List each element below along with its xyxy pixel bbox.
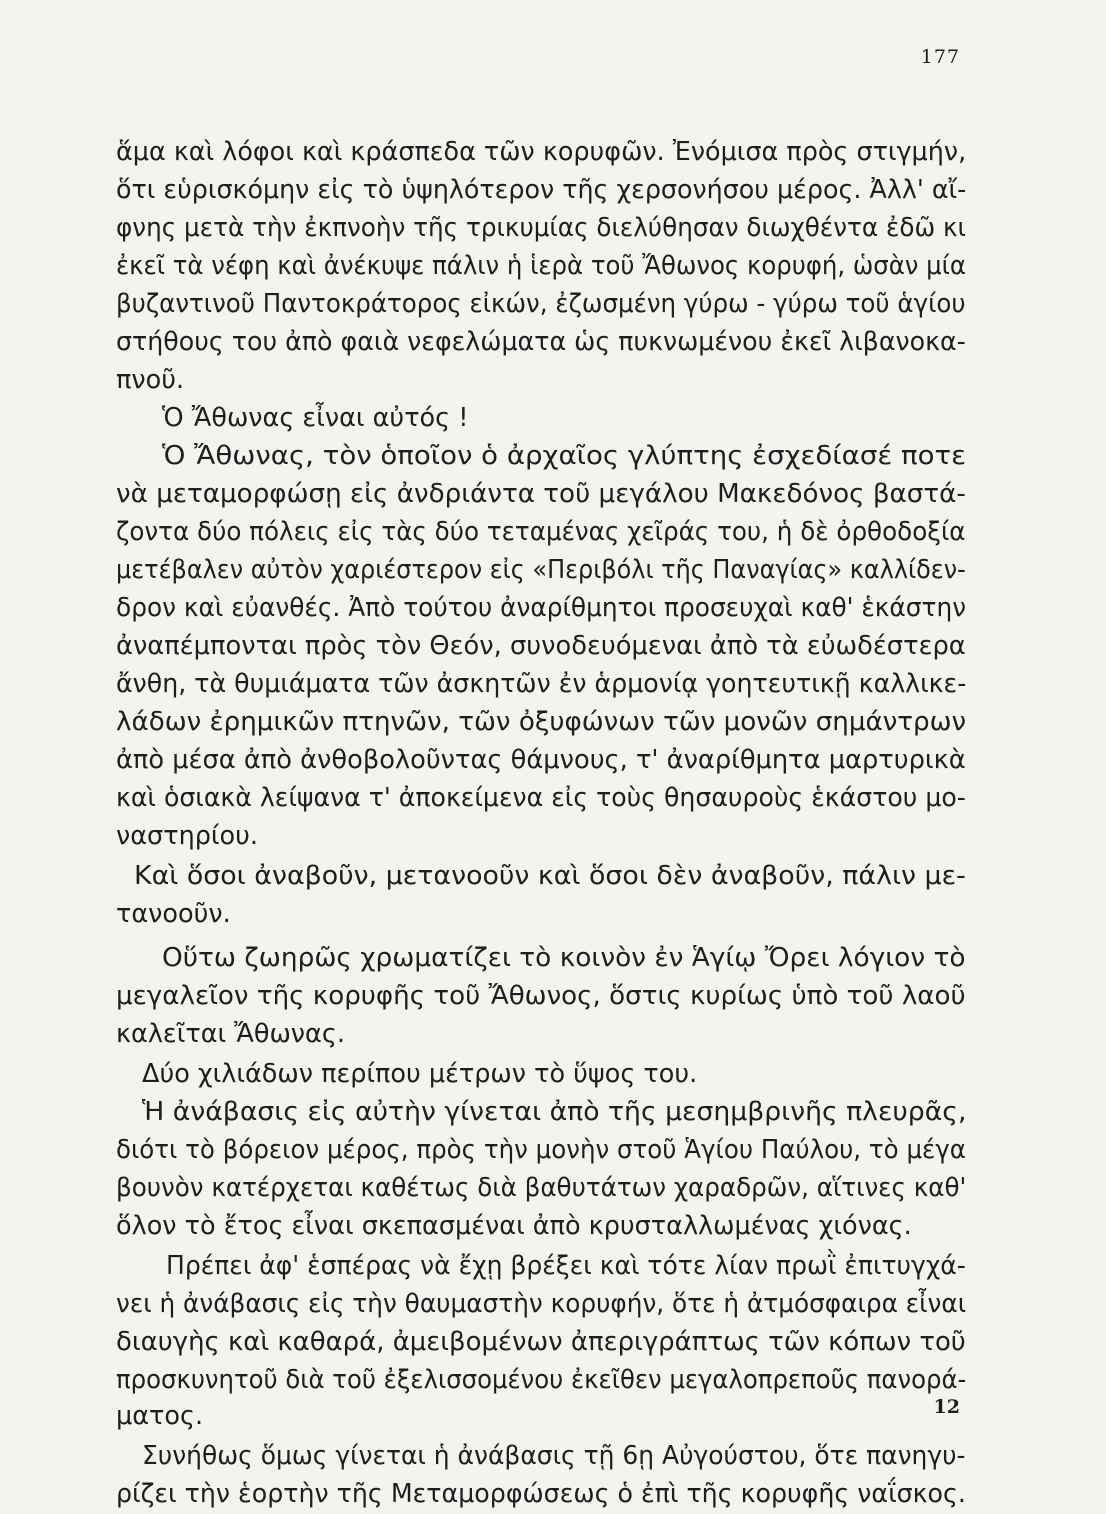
text-line: ἀπὸ μέσα ἀπὸ ἀνθοβολοῦντας θάμνους, τ' ἀναρίθμητα μαρτυρικὰ	[116, 745, 966, 775]
text-line: τανοοῦν.	[116, 899, 231, 929]
text-line: Δύο χιλιάδων περίπου μέτρων τὸ ὕψος του.	[142, 1059, 698, 1089]
text-line: στήθους του ἀπὸ φαιὰ νεφελώματα ὡς πυκνωμένου ἐκεῖ λιβανοκα-	[116, 327, 966, 357]
text-line: βουνὸν κατέρχεται καθέτως διὰ βαθυτάτων χαραδρῶν, αἵτινες καθ'	[116, 1173, 967, 1203]
text-line: νὰ μεταμορφώσῃ εἰς ἀνδριάντα τοῦ μεγάλου Μακεδόνος βαστά-	[116, 479, 966, 509]
text-line: ἄνθη, τὰ θυμιάματα τῶν ἀσκητῶν ἐν ἁρμονίᾳ γοητευτικῇ καλλικε-	[116, 669, 967, 699]
text-line: ρίζει τὴν ἑορτὴν τῆς Μεταμορφώσεως ὁ ἐπὶ τῆς κορυφῆς ναΐσκος.	[116, 1479, 966, 1509]
text-line: λάδων ἐρημικῶν πτηνῶν, τῶν ὀξυφώνων τῶν μονῶν σημάντρων	[116, 707, 967, 737]
text-line: νει ἡ ἀνάβασις εἰς τὴν θαυμαστὴν κορυφήν, ὅτε ἡ ἀτμόσφαιρα εἶναι	[116, 1289, 967, 1319]
page-number: 177	[920, 46, 960, 68]
text-line: Ὁ Ἄθωνας, τὸν ὁποῖον ὁ ἀρχαῖος γλύπτης ἐσχεδίασέ ποτε	[162, 441, 967, 471]
text-line: διαυγὴς καὶ καθαρά, ἀμειβομένων ἀπεριγράπτως τῶν κόπων τοῦ	[116, 1327, 966, 1357]
text-line: πνοῦ.	[116, 365, 185, 395]
text-line: ἐκεῖ τὰ νέφη καὶ ἀνέκυψε πάλιν ἡ ἱερὰ τοῦ Ἄθωνος κορυφή, ὡσὰν μία	[116, 251, 967, 281]
text-line: ἅμα καὶ λόφοι καὶ κράσπεδα τῶν κορυφῶν. Ἐνόμισα πρὸς στιγμήν,	[116, 137, 967, 167]
text-line: ἀναπέμπονται πρὸς τὸν Θεόν, συνοδευόμεναι ἀπὸ τὰ εὐωδέστερα	[116, 631, 966, 661]
text-line: ματος.	[116, 1401, 204, 1431]
text-line: ζοντα δύο πόλεις εἰς τὰς δύο τεταμένας χεῖράς του, ἡ δὲ ὀρθοδοξία	[116, 517, 966, 547]
text-line: Ἡ ἀνάβασις εἰς αὐτὴν γίνεται ἀπὸ τῆς μεσημβρινῆς πλευρᾶς,	[142, 1097, 967, 1127]
text-line: Πρέπει ἀφ' ἑσπέρας νὰ ἔχῃ βρέξει καὶ τότε λίαν πρωῒ ἐπιτυγχά-	[166, 1251, 966, 1281]
text-line: Συνήθως ὅμως γίνεται ἡ ἀνάβασις τῇ 6ῃ Αὐγούστου, ὅτε πανηγυ-	[142, 1441, 966, 1471]
text-line: Οὕτω ζωηρῶς χρωματίζει τὸ κοινὸν ἐν Ἁγίῳ Ὄρει λόγιον τὸ	[162, 943, 966, 973]
text-line: δρον καὶ εὐανθές. Ἀπὸ τούτου ἀναρίθμητοι προσευχαὶ καθ' ἑκάστην	[116, 593, 967, 623]
signature-mark: 12	[933, 1396, 960, 1418]
text-line: καλεῖται Ἄθωνας.	[116, 1019, 345, 1049]
text-line: Καὶ ὅσοι ἀναβοῦν, μετανοοῦν καὶ ὅσοι δὲν ἀναβοῦν, πάλιν με-	[134, 861, 966, 891]
text-line: ὅτι εὑρισκόμην εἰς τὸ ὑψηλότερον τῆς χερσονήσου μέρος. Ἀλλ' αἴ-	[116, 175, 967, 205]
text-line: καὶ ὁσιακὰ λείψανα τ' ἀποκείμενα εἰς τοὺς θησαυροὺς ἑκάστου μο-	[116, 783, 966, 813]
text-line: μεγαλεῖον τῆς κορυφῆς τοῦ Ἄθωνος, ὅστις κυρίως ὑπὸ τοῦ λαοῦ	[116, 981, 966, 1011]
text-line: Ὁ Ἄθωνας εἶναι αὐτός !	[162, 403, 469, 433]
text-line: φνης μετὰ τὴν ἐκπνοὴν τῆς τρικυμίας διελύθησαν διωχθέντα ἐδῶ κι	[116, 213, 966, 243]
text-line: βυζαντινοῦ Παντοκράτορος εἰκών, ἐζωσμένη γύρω - γύρω τοῦ ἁγίου	[116, 289, 966, 319]
text-line: ναστηρίου.	[116, 821, 259, 851]
text-line: προσκυνητοῦ διὰ τοῦ ἐξελισσομένου ἐκεῖθεν μεγαλοπρεποῦς πανορά-	[116, 1365, 967, 1395]
text-line: ὅλον τὸ ἔτος εἶναι σκεπασμέναι ἀπὸ κρυσταλλωμένας χιόνας.	[116, 1211, 912, 1241]
text-line: διότι τὸ βόρειον μέρος, πρὸς τὴν μονὴν στοῦ Ἁγίου Παύλου, τὸ μέγα	[116, 1135, 966, 1165]
text-line: μετέβαλεν αὐτὸν χαριέστερον εἰς «Περιβόλι τῆς Παναγίας» καλλίδεν-	[116, 555, 966, 585]
